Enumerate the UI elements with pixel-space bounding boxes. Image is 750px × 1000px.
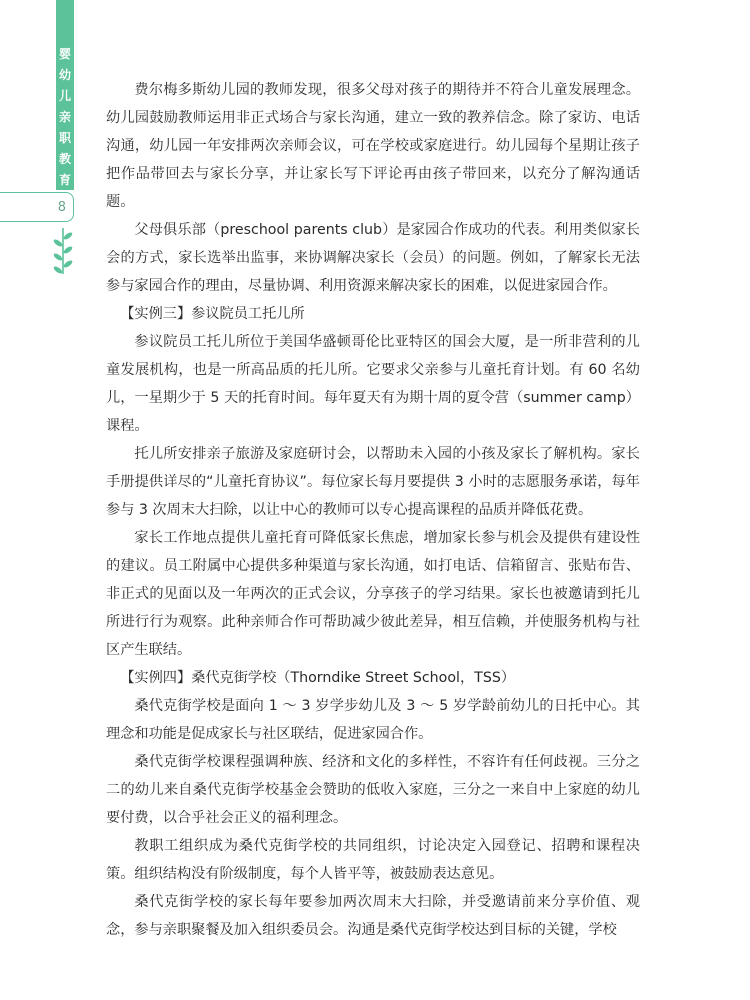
book-title-char: 职 [58,131,71,145]
paragraph: 参议院员工托儿所位于美国华盛顿哥伦比亚特区的国会大厦，是一所非营利的儿童发展机构，也是一所高品质的托儿所。它要求父亲参与儿童托育计划。有 60 名幼儿，一星期少于 5 天的托育时间。每年夏天有为期十周的夏令营（summer camp）课程。 [106,334,640,434]
body-text [106,76,640,944]
book-title-char: 教 [58,152,71,166]
paragraph: 托儿所安排亲子旅游及家庭研讨会，以帮助未入园的小孩及家长了解机构。家长手册提供详尽的“儿童托育协议”。每位家长每月要提供 3 小时的志愿服务承诺，每年参与 3 次周末大扫除，以让中心的教师可以专心提高课程的品质并降低花费。 [106,446,640,518]
book-title-char: 婴 [58,47,71,61]
paragraph: 桑代克街学校的家长每年要参加两次周末大扫除，并受邀请前来分享价值、观念，参与亲职聚餐及加入组织委员会。沟通是桑代克街学校达到目标的关键，学校 [106,894,640,938]
book-title-char: 儿 [58,89,71,103]
case-heading: 【实例四】桑代克街学校（Thorndike Street School，TSS） [120,670,516,686]
book-title-tab [56,0,74,190]
book-title-char: 幼 [58,68,71,82]
leaf-sprig-icon [50,226,76,276]
book-title-char: 亲 [58,110,71,124]
paragraph: 父母俱乐部（preschool parents club）是家园合作成功的代表。利用类似家长会的方式，家长选举出监事，来协调解决家长（会员）的问题。例如，了解家长无法参与家园合作的理由，尽量协调、利用资源来解决家长的困难，以促进家园合作。 [106,222,640,294]
book-title-char: 育 [58,173,71,187]
paragraph: 桑代克街学校课程强调种族、经济和文化的多样性，不容许有任何歧视。三分之二的幼儿来自桑代克街学校基金会赞助的低收入家庭，三分之一来自中上家庭的幼儿要付费，以合乎社会正义的福利理念。 [106,754,640,826]
paragraph: 教职工组织成为桑代克街学校的共同组织，讨论决定入园登记、招聘和课程决策。组织结构没有阶级制度，每个人皆平等，被鼓励表达意见。 [106,838,640,882]
case-heading: 【实例三】参议院员工托儿所 [120,306,305,322]
page-number-box [0,192,74,222]
page-number: 8 [57,199,66,215]
paragraph: 桑代克街学校是面向 1 ～ 3 岁学步幼儿及 3 ～ 5 岁学龄前幼儿的日托中心。其理念和功能是促成家长与社区联结，促进家园合作。 [106,698,640,742]
paragraph: 家长工作地点提供儿童托育可降低家长焦虑，增加家长参与机会及提供有建设性的建议。员工附属中心提供多种渠道与家长沟通，如打电话、信箱留言、张贴布告、非正式的见面以及一年两次的正式会议，分享孩子的学习结果。家长也被邀请到托儿所进行行为观察。此种亲师合作可帮助减少彼此差异，相互信赖，并使服务机构与社区产生联结。 [106,530,640,658]
paragraph: 费尔梅多斯幼儿园的教师发现，很多父母对孩子的期待并不符合儿童发展理念。幼儿园鼓励教师运用非正式场合与家长沟通，建立一致的教养信念。除了家访、电话沟通，幼儿园一年安排两次亲师会议，可在学校或家庭进行。幼儿园每个星期让孩子把作品带回去与家长分享，并让家长写下评论再由孩子带回来，以充分了解沟通话题。 [106,82,640,210]
